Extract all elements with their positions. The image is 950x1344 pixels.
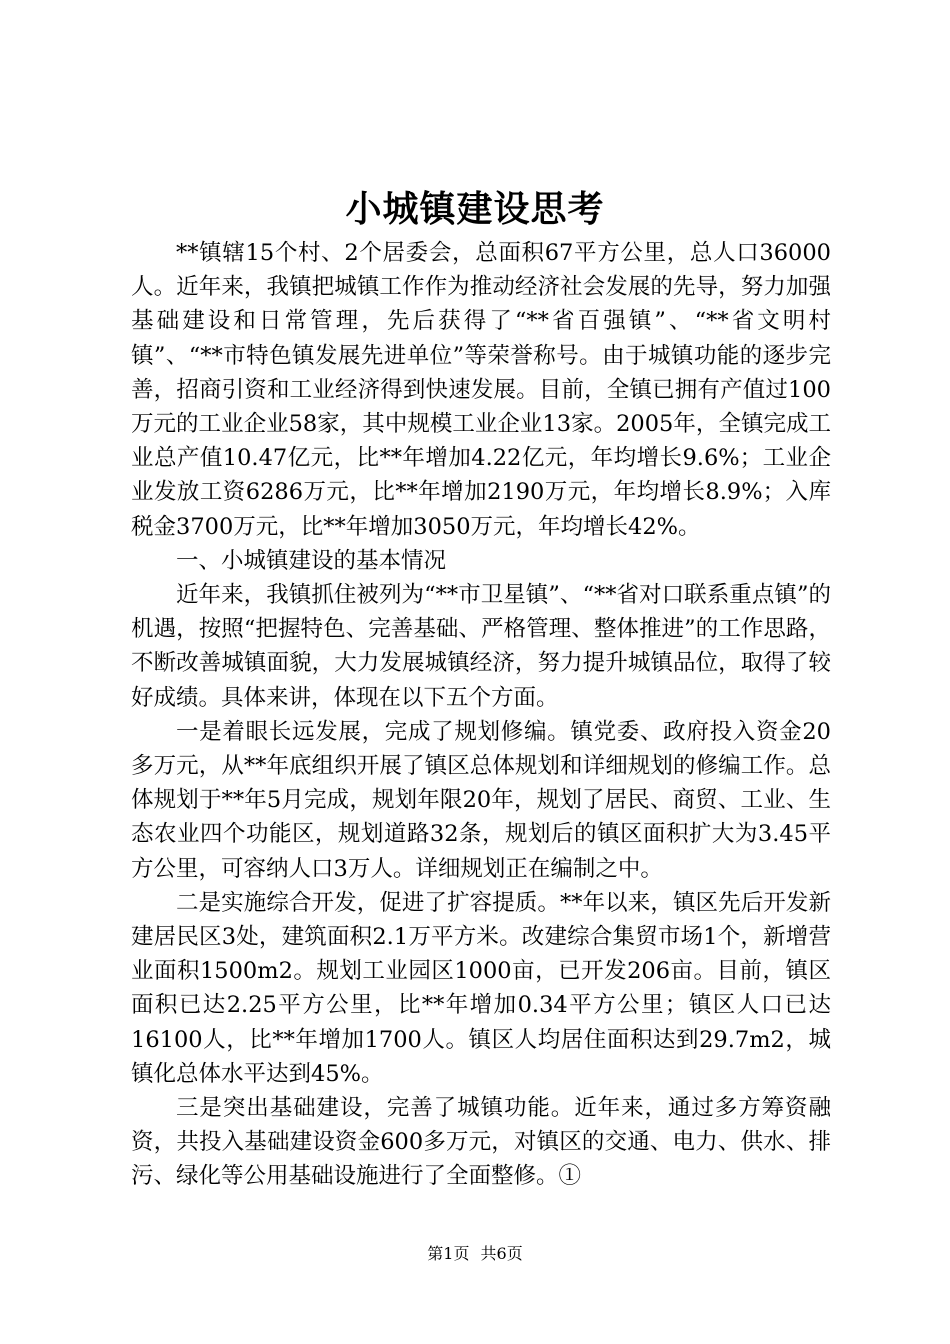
paragraph-infrastructure: 三是突出基础建设，完善了城镇功能。近年来，通过多方筹资融资，共投入基础建设资金600多万元，对镇区的交通、电力、供水、排污、绿化等公用基础设施进行了全面整修。①	[131, 1095, 831, 1190]
paragraph-planning: 一是着眼长远发展，完成了规划修编。镇党委、政府投入资金20多万元，从**年底组织开展了镇区总体规划和详细规划的修编工作。总体规划于**年5月完成，规划年限20年，规划了居民、商贸、工业、生态农业四个功能区，规划道路32条，规划后的镇区面积扩大为3.45平方公里，可容纳人口3万人。详细规划正在编制之中。	[131, 718, 831, 882]
section-heading: 一、小城镇建设的基本情况	[176, 547, 447, 574]
paragraph-development: 二是实施综合开发，促进了扩容提质。**年以来，镇区先后开发新建居民区3处，建筑面积2.1万平方米。改建综合集贸市场1个，新增营业面积1500m2。规划工业园区1000亩，已开发206亩。目前，镇区面积已达2.25平方公里，比**年增加0.34平方公里；镇区人口已达16100人，比**年增加1700人。镇区人均居住面积达到29.7m2，城镇化总体水平达到45%。	[131, 889, 831, 1087]
document-title: 小城镇建设思考	[345, 188, 605, 230]
page-total: 共6页	[480, 1244, 523, 1263]
paragraph-intro: **镇辖15个村、2个居委会，总面积67平方公里，总人口36000人。近年来，我镇把城镇工作作为推动经济社会发展的先导，努力加强基础建设和日常管理，先后获得了“**省百强镇”、“**省文明村镇”、“**市特色镇发展先进单位”等荣誉称号。由于城镇功能的逐步完善，招商引资和工业经济得到快速发展。目前，全镇已拥有产值过100万元的工业企业58家，其中规模工业企业13家。2005年，全镇完成工业总产值10.47亿元，比**年增加4.22亿元，年均增长9.6%；工业企业发放工资6286万元，比**年增加2190万元，年均增长8.9%；入库税金3700万元，比**年增加3050万元，年均增长42%。	[131, 240, 831, 540]
page-footer	[0, 1243, 950, 1265]
page-number: 第1页	[427, 1244, 470, 1263]
paragraph-overview: 近年来，我镇抓住被列为“**市卫星镇”、“**省对口联系重点镇”的机遇，按照“把握特色、完善基础、严格管理、整体推进”的工作思路，不断改善城镇面貌，大力发展城镇经济，努力提升城镇品位，取得了较好成绩。具体来讲，体现在以下五个方面。	[131, 582, 831, 711]
document-body	[131, 236, 831, 1194]
